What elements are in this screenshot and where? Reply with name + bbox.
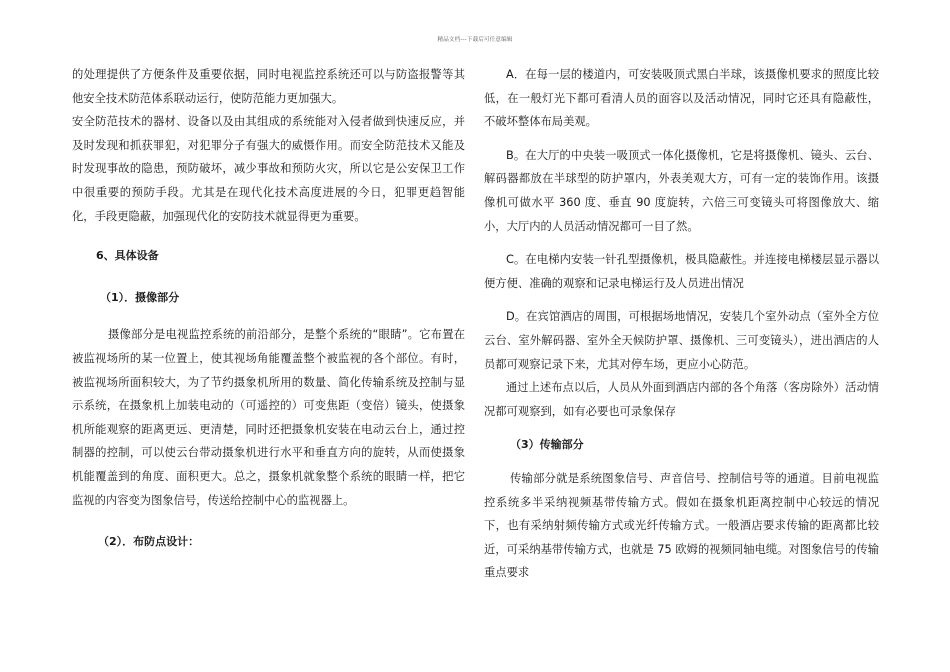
paragraph: B。在大厅的中央装一吸顶式一体化摄像机，它是将摄像机、镜头、云台、解码器都放在半球型的防护罩内，外表美观大方，可有一定的装饰作用。该摄像机可做水平 360 度、垂直 90 度旋转，六倍三可变镜头可将图像放大、缩小，大厅内的人员活动情况都可一目了然。 [484, 148, 879, 233]
subsection-heading: （2）．布防点设计： [98, 535, 200, 549]
paragraph: 安全防范技术的器材、设备以及由其组成的系统能对入侵者做到快速反应，并及时发现和抓获罪犯，对犯罪分子有强大的威慑作用。而安全防范技术又能及时发现事故的隐患，预防破坏，减少事故和预防火灾，所以它是公安保卫工作中很重要的预防手段。尤其是在现代化技术高度进展的今日，犯罪更趋智能化，手段更隐蔽，加强现代化的安防技术就显得更为重要。 [72, 115, 465, 223]
left-column [72, 63, 465, 554]
paragraph: A．在每一层的楼道内，可安装吸顶式黑白半球，该摄像机要求的照度比较低，在一般灯光下都可看清人员的面容以及活动情况，同时它还具有隐蔽性，不破坏整体布局美观。 [484, 68, 879, 129]
section-heading: 6、具体设备 [96, 249, 159, 263]
paragraph: 通过上述布点以后，人员从外面到酒店内部的各个角落（客房除外）活动情况都可观察到，如有必要也可录象保存 [484, 381, 879, 418]
paragraph: D。在宾馆酒店的周围，可根据场地情况，安装几个室外动点（室外全方位云台、室外解码器、室外全天候防护罩、摄像机、三可变镜头），进出酒店的人员都可观察记录下来，尤其对停车场，更应小心防范。 [484, 310, 879, 371]
subsection-heading: （3）传输部分 [510, 438, 584, 452]
paragraph: C。在电梯内安装一针孔型摄像机，极具隐蔽性。并连接电梯楼层显示器以便方便、准确的观察和记录电梯运行及人员进出情况 [484, 253, 879, 290]
paragraph: 摄像部分是电视监控系统的前沿部分，是整个系统的“眼睛”。它布置在被监视场所的某一位置上，使其视场角能覆盖整个被监视的各个部位。有时，被监视场所面积较大，为了节约摄象机所用的数量、简化传输系统及控制与显示系统，在摄象机上加装电动的（可遥控的）可变焦距（变倍）镜头，使摄象机所能观察的距离更远、更清楚，同时还把摄象机安装在电动云台上，通过控制器的控制，可以使云台带动摄象机进行水平和垂直方向的旋转，从而使摄象机能覆盖到的角度、面积更大。总之，摄象机就象整个系统的眼睛一样，把它监视的内容变为图象信号，传送给控制中心的监视器上。 [72, 328, 465, 507]
paragraph: 传输部分就是系统图象信号、声音信号、控制信号等的通道。目前电视监控系统多半采纳视频基带传输方式。假如在摄象机距离控制中心较远的情况下，也有采纳射频传输方式或光纤传输方式。一般酒店要求传输的距离都比较近，可采纳基带传输方式，也就是 75 欧姆的视频同轴电缆。对图象信号的传输重点要求 [484, 471, 879, 580]
paragraph: 的处理提供了方便条件及重要依据，同时电视监控系统还可以与防盗报警等其他安全技术防范体系联动运行，使防范能力更加强大。 [72, 68, 465, 105]
page-header: 精品文档---下载后可任意编辑 [437, 37, 513, 43]
subsection-heading: （1）．摄像部分 [100, 290, 180, 304]
right-column [484, 63, 879, 585]
